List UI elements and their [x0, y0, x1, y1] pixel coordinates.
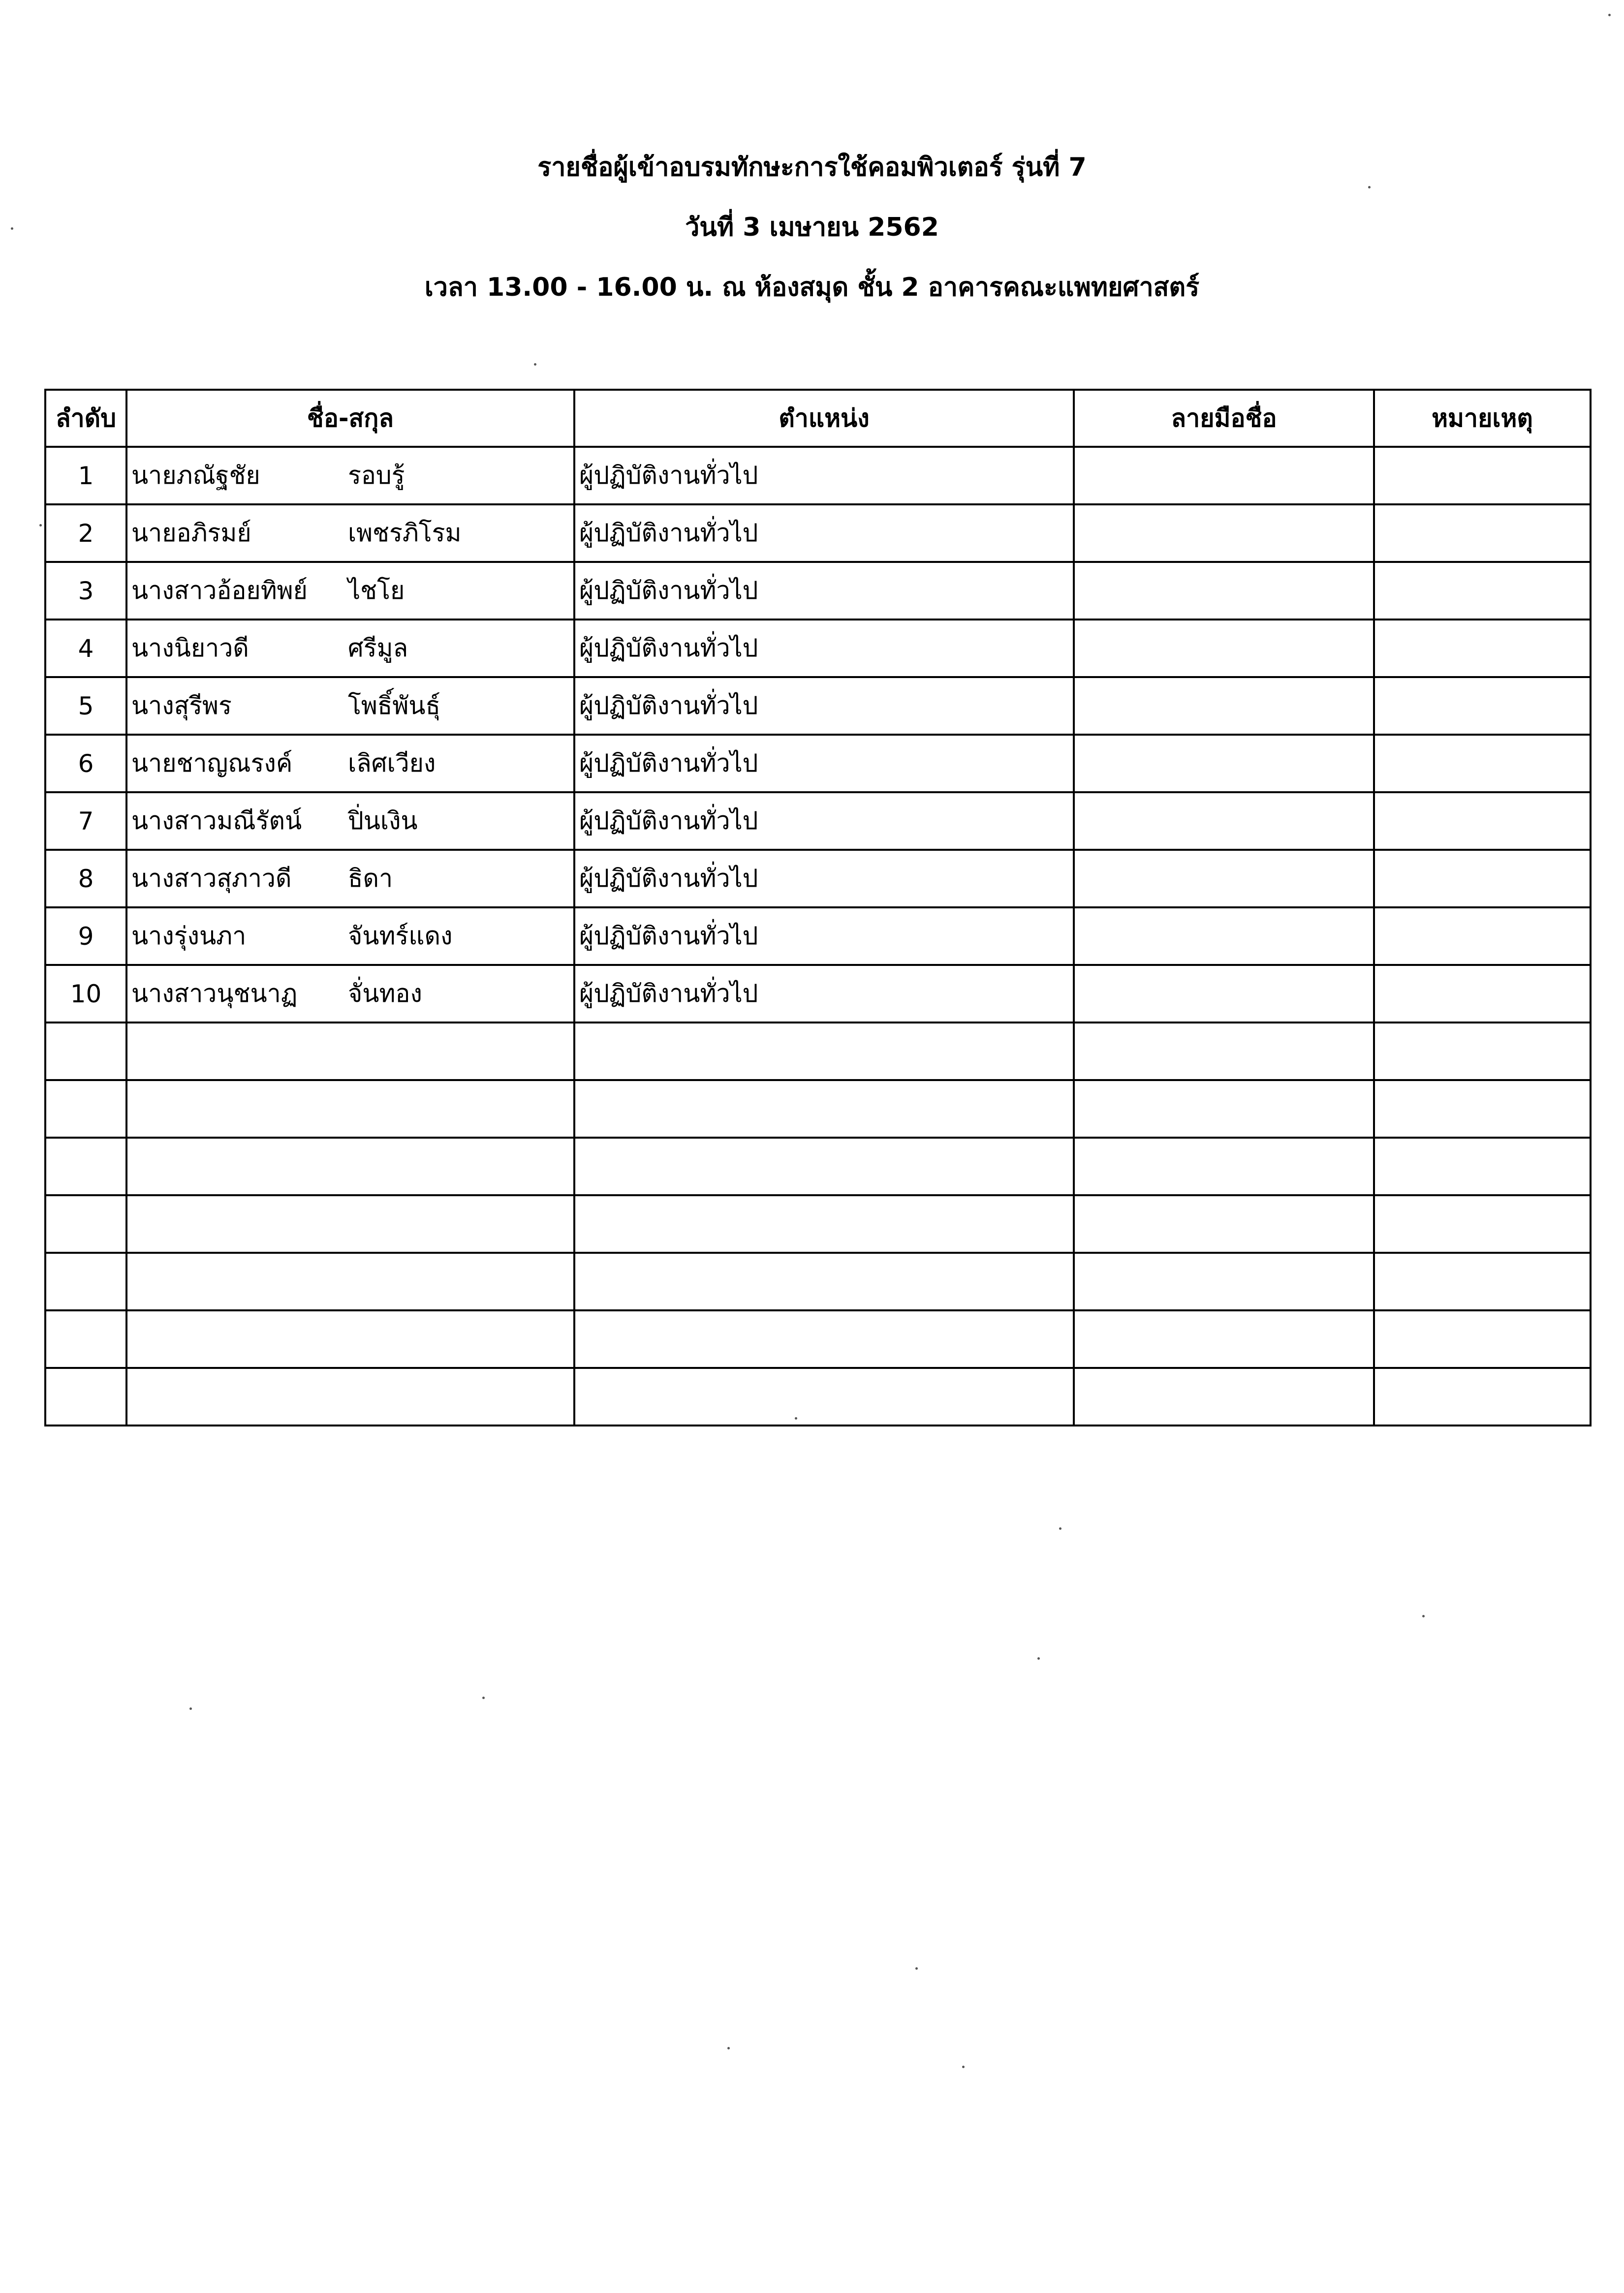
row-name: [126, 447, 574, 504]
empty-cell: [1374, 1368, 1591, 1425]
empty-cell: [45, 1080, 126, 1138]
empty-cell: [574, 1138, 1074, 1195]
empty-cell: [574, 1253, 1074, 1310]
empty-cell: [45, 1023, 126, 1080]
header-no: ลำดับ: [45, 390, 126, 447]
header-position: ตำแหน่ง: [574, 390, 1074, 447]
table-row: [45, 562, 1591, 620]
scan-speck: [189, 1707, 192, 1710]
row-number: 2: [45, 504, 126, 562]
table-row: [45, 447, 1591, 504]
family-name: เลิศเวียง: [348, 749, 436, 777]
row-remark: [1374, 562, 1591, 620]
given-name: นายชาญณรงค์: [131, 749, 293, 777]
row-remark: [1374, 620, 1591, 677]
empty-cell: [45, 1138, 126, 1195]
family-name: จันทร์แดง: [348, 922, 453, 950]
row-position: ผู้ปฏิบัติงานทั่วไป: [574, 447, 1074, 504]
empty-cell: [1374, 1195, 1591, 1253]
row-position: ผู้ปฏิบัติงานทั่วไป: [574, 504, 1074, 562]
table-row: [45, 792, 1591, 850]
empty-table-row: [45, 1023, 1591, 1080]
document-time-place: เวลา 13.00 - 16.00 น. ณ ห้องสมุด ชั้น 2 อาคารคณะแพทยศาสตร์: [424, 273, 1200, 302]
row-position: ผู้ปฏิบัติงานทั่วไป: [574, 965, 1074, 1023]
row-signature: [1074, 792, 1374, 850]
row-number: 4: [45, 620, 126, 677]
row-name: [126, 620, 574, 677]
row-remark: [1374, 965, 1591, 1023]
scan-speck: [1608, 14, 1611, 16]
document-title: รายชื่อผู้เข้าอบรมทักษะการใช้คอมพิวเตอร์ รุ่นที่ 7: [537, 153, 1087, 182]
empty-cell: [1374, 1023, 1591, 1080]
row-signature: [1074, 735, 1374, 792]
row-name: [126, 562, 574, 620]
scan-speck: [39, 524, 42, 527]
empty-table-row: [45, 1310, 1591, 1368]
title-block: [0, 153, 1624, 333]
empty-cell: [126, 1023, 574, 1080]
empty-cell: [1074, 1253, 1374, 1310]
empty-cell: [126, 1195, 574, 1253]
scan-speck: [1059, 1527, 1062, 1530]
scan-speck: [727, 2047, 730, 2049]
family-name: ธิดา: [348, 864, 393, 893]
row-name: [126, 677, 574, 735]
given-name: นางสาวอ้อยทิพย์: [131, 576, 308, 605]
header-remark: หมายเหตุ: [1374, 390, 1591, 447]
row-signature: [1074, 620, 1374, 677]
scan-speck: [1368, 186, 1371, 188]
document-date: วันที่ 3 เมษายน 2562: [685, 213, 939, 242]
empty-cell: [45, 1368, 126, 1425]
table-header-row: [45, 390, 1591, 447]
row-name: [126, 907, 574, 965]
row-signature: [1074, 562, 1374, 620]
empty-table-row: [45, 1253, 1591, 1310]
scan-speck: [915, 1967, 918, 1970]
row-remark: [1374, 792, 1591, 850]
empty-table-row: [45, 1368, 1591, 1425]
scan-speck: [482, 1697, 485, 1699]
row-position: ผู้ปฏิบัติงานทั่วไป: [574, 850, 1074, 907]
row-signature: [1074, 850, 1374, 907]
row-position: ผู้ปฏิบัติงานทั่วไป: [574, 735, 1074, 792]
table-row: [45, 965, 1591, 1023]
empty-cell: [45, 1310, 126, 1368]
row-signature: [1074, 504, 1374, 562]
empty-cell: [126, 1080, 574, 1138]
empty-cell: [126, 1253, 574, 1310]
given-name: นางสาวสุภาวดี: [131, 864, 292, 893]
family-name: จั่นทอง: [348, 979, 422, 1008]
empty-cell: [1074, 1368, 1374, 1425]
empty-cell: [1374, 1253, 1591, 1310]
empty-cell: [45, 1195, 126, 1253]
row-name: [126, 504, 574, 562]
row-remark: [1374, 850, 1591, 907]
empty-table-row: [45, 1195, 1591, 1253]
scan-speck: [11, 227, 13, 230]
row-number: 8: [45, 850, 126, 907]
row-number: 3: [45, 562, 126, 620]
table-row: [45, 850, 1591, 907]
row-number: 9: [45, 907, 126, 965]
empty-cell: [1074, 1138, 1374, 1195]
row-remark: [1374, 447, 1591, 504]
empty-cell: [126, 1138, 574, 1195]
row-signature: [1074, 965, 1374, 1023]
given-name: นางสาวมณีรัตน์: [131, 806, 302, 835]
family-name: โพธิ์พันธุ์: [348, 691, 440, 720]
empty-cell: [1374, 1138, 1591, 1195]
given-name: นางนิยาวดี: [131, 634, 249, 662]
row-position: ผู้ปฏิบัติงานทั่วไป: [574, 907, 1074, 965]
scan-speck: [534, 363, 536, 366]
table-row: [45, 735, 1591, 792]
family-name: ศรีมูล: [348, 634, 408, 662]
empty-cell: [574, 1310, 1074, 1368]
row-position: ผู้ปฏิบัติงานทั่วไป: [574, 620, 1074, 677]
empty-cell: [574, 1195, 1074, 1253]
empty-cell: [574, 1080, 1074, 1138]
empty-cell: [574, 1023, 1074, 1080]
scan-speck: [1037, 1657, 1040, 1660]
header-name: ชื่อ-สกุล: [126, 390, 574, 447]
row-name: [126, 792, 574, 850]
given-name: นายภณัฐชัย: [131, 461, 260, 490]
attendance-table: [44, 389, 1592, 1426]
row-signature: [1074, 677, 1374, 735]
row-signature: [1074, 907, 1374, 965]
row-number: 5: [45, 677, 126, 735]
empty-cell: [574, 1368, 1074, 1425]
empty-cell: [1374, 1080, 1591, 1138]
scan-speck: [962, 2066, 965, 2068]
row-number: 7: [45, 792, 126, 850]
family-name: เพชรภิโรม: [348, 519, 462, 547]
row-name: [126, 850, 574, 907]
given-name: นางสุรีพร: [131, 691, 232, 720]
row-position: ผู้ปฏิบัติงานทั่วไป: [574, 562, 1074, 620]
empty-cell: [126, 1310, 574, 1368]
given-name: นางรุ่งนภา: [131, 922, 247, 950]
empty-cell: [1074, 1195, 1374, 1253]
table-row: [45, 907, 1591, 965]
given-name: นายอภิรมย์: [131, 519, 251, 547]
row-number: 1: [45, 447, 126, 504]
family-name: รอบรู้: [348, 461, 405, 490]
family-name: ไชโย: [348, 576, 405, 605]
scan-speck: [795, 1417, 797, 1420]
empty-cell: [1074, 1310, 1374, 1368]
empty-table-row: [45, 1080, 1591, 1138]
row-remark: [1374, 907, 1591, 965]
empty-cell: [126, 1368, 574, 1425]
empty-table-row: [45, 1138, 1591, 1195]
table-row: [45, 677, 1591, 735]
header-signature: ลายมือชื่อ: [1074, 390, 1374, 447]
empty-cell: [1374, 1310, 1591, 1368]
row-position: ผู้ปฏิบัติงานทั่วไป: [574, 677, 1074, 735]
row-remark: [1374, 677, 1591, 735]
row-name: [126, 965, 574, 1023]
table-row: [45, 504, 1591, 562]
row-name: [126, 735, 574, 792]
row-number: 6: [45, 735, 126, 792]
empty-cell: [45, 1253, 126, 1310]
row-remark: [1374, 504, 1591, 562]
empty-cell: [1074, 1023, 1374, 1080]
scan-speck: [1422, 1615, 1425, 1617]
row-remark: [1374, 735, 1591, 792]
row-number: 10: [45, 965, 126, 1023]
row-signature: [1074, 447, 1374, 504]
given-name: นางสาวนุชนาฏ: [131, 979, 298, 1008]
table-row: [45, 620, 1591, 677]
table-body: [45, 447, 1591, 1425]
empty-cell: [1074, 1080, 1374, 1138]
row-position: ผู้ปฏิบัติงานทั่วไป: [574, 792, 1074, 850]
family-name: ปิ่นเงิน: [348, 806, 418, 835]
